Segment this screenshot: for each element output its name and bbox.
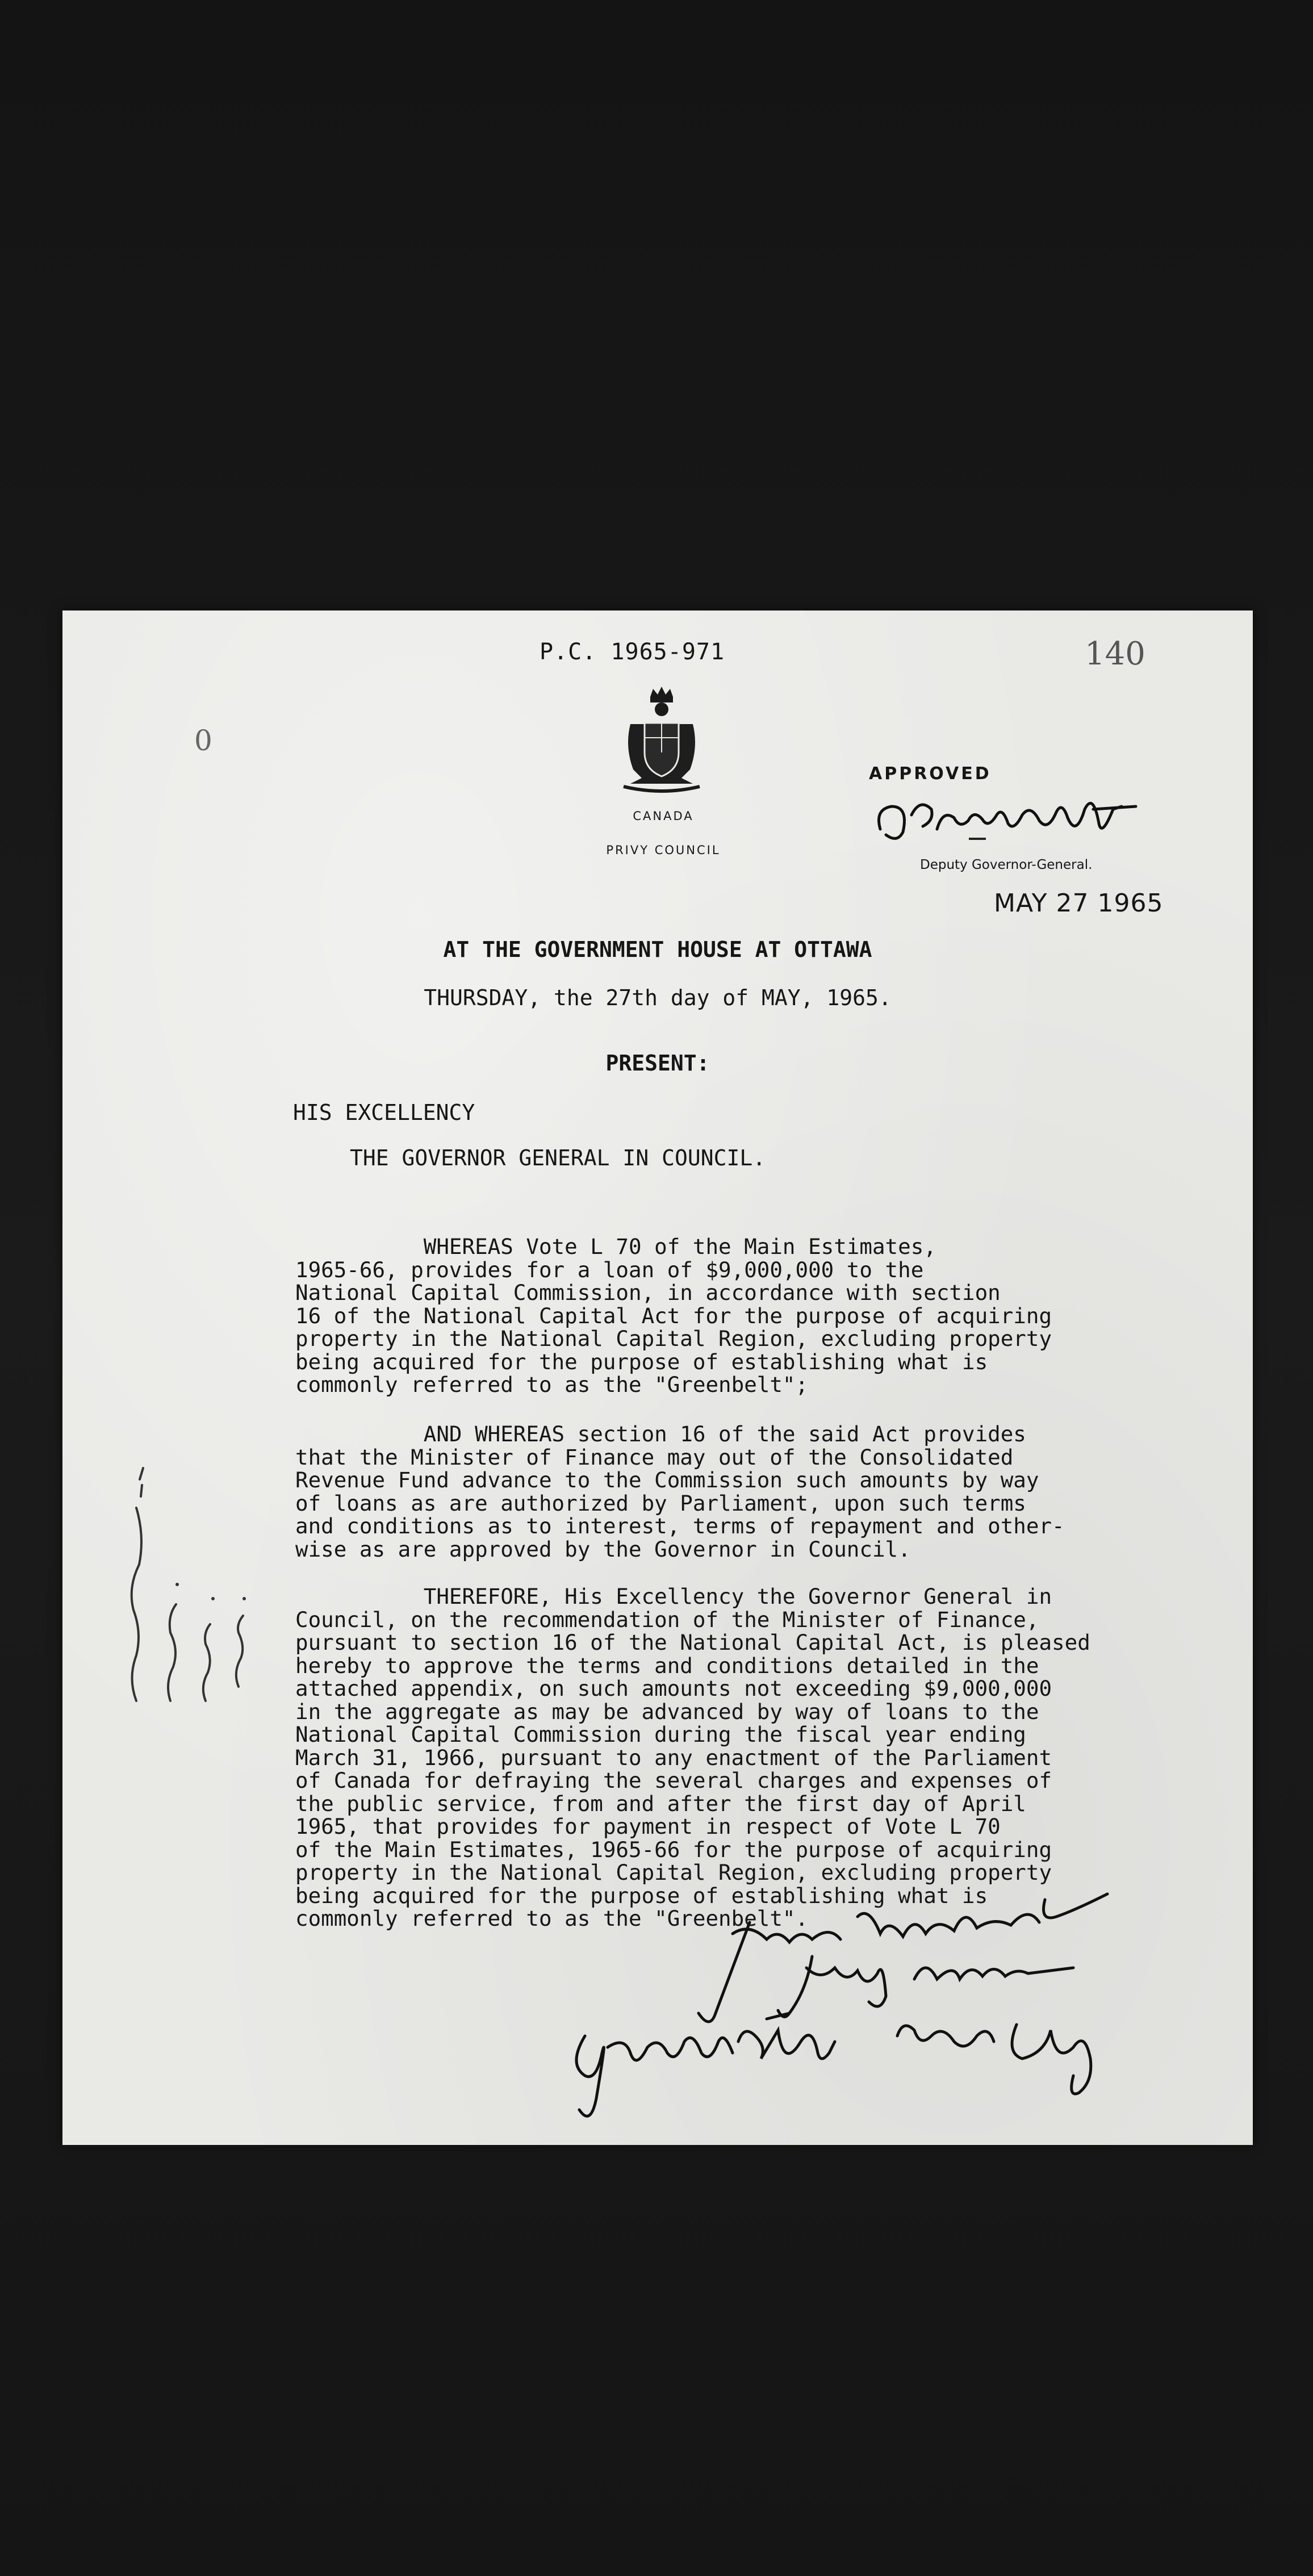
meeting-date-heading: THURSDAY, the 27th day of MAY, 1965. [424, 985, 892, 1010]
whereas-paragraph: WHEREAS Vote L 70 of the Main Estimates, 1965-66, provides for a loan of $9,000,000 to the National Capital Commission, in accordance with section 16 of the National Capital Act for the purpose of acquiring property in the National Capital Region, excluding property being acquired for the purpose of establishing what is commonly referred to as the "Greenbelt"; [295, 1234, 1052, 1397]
margin-distribution-notes [74, 1462, 256, 1729]
punch-hole-mark: 0 [194, 724, 212, 757]
document-page [62, 610, 1253, 2145]
his-excellency-line: HIS EXCELLENCY [293, 1100, 475, 1125]
meeting-location-heading: AT THE GOVERNMENT HOUSE AT OTTAWA [443, 937, 872, 962]
letterhead-privy-council: PRIVY COUNCIL [606, 843, 721, 857]
folio-number: 140 [1085, 635, 1145, 672]
present-heading: PRESENT: [605, 1051, 710, 1076]
deputy-governor-signature [869, 775, 1153, 860]
council-member-signatures [562, 1883, 1244, 2132]
deputy-governor-label: Deputy Governor-General. [920, 858, 1093, 872]
and-whereas-paragraph: AND WHEREAS section 16 of the said Act provides that the Minister of Finance may out of the Consolidated Revenue Fund advance to the Commission such amounts by way of loans as are authorized by Parliament, upon such terms and conditions as to interest, terms of repayment and other- wise as are approved by the Governor in Council. [295, 1421, 1065, 1562]
governor-in-council-line: THE GOVERNOR GENERAL IN COUNCIL. [350, 1145, 766, 1170]
approved-label: APPROVED [869, 764, 992, 784]
approval-date-stamp: MAY 27 1965 [994, 889, 1164, 918]
letterhead-canada: CANADA [633, 809, 694, 823]
order-number: P.C. 1965-971 [540, 639, 725, 665]
coat-of-arms-icon [619, 684, 704, 798]
therefore-paragraph: THEREFORE, His Excellency the Governor General in Council, on the recommendation of the Minister of Finance, pursuant to section 16 of the National Capital Act, is pleased hereby to approve the terms and conditions detailed in the attached appendix, on such amounts not exceeding $9,000,000 in the aggregate as may be advanced by way of loans to the National Capital Commission during the fiscal year ending March 31, 1966, pursuant to any enactment of the Parliament of Canada for defraying the several charges and expenses of the public service, from and after the first day of April 1965, that provides for payment in respect of Vote L 70 of the Main Estimates, 1965-66 for the purpose of acquiring property in the National Capital Region, excluding property being acquired for the purpose of establishing what is commonly referred to as the "Greenbelt". [295, 1584, 1090, 1931]
deputy-dash [969, 838, 986, 840]
